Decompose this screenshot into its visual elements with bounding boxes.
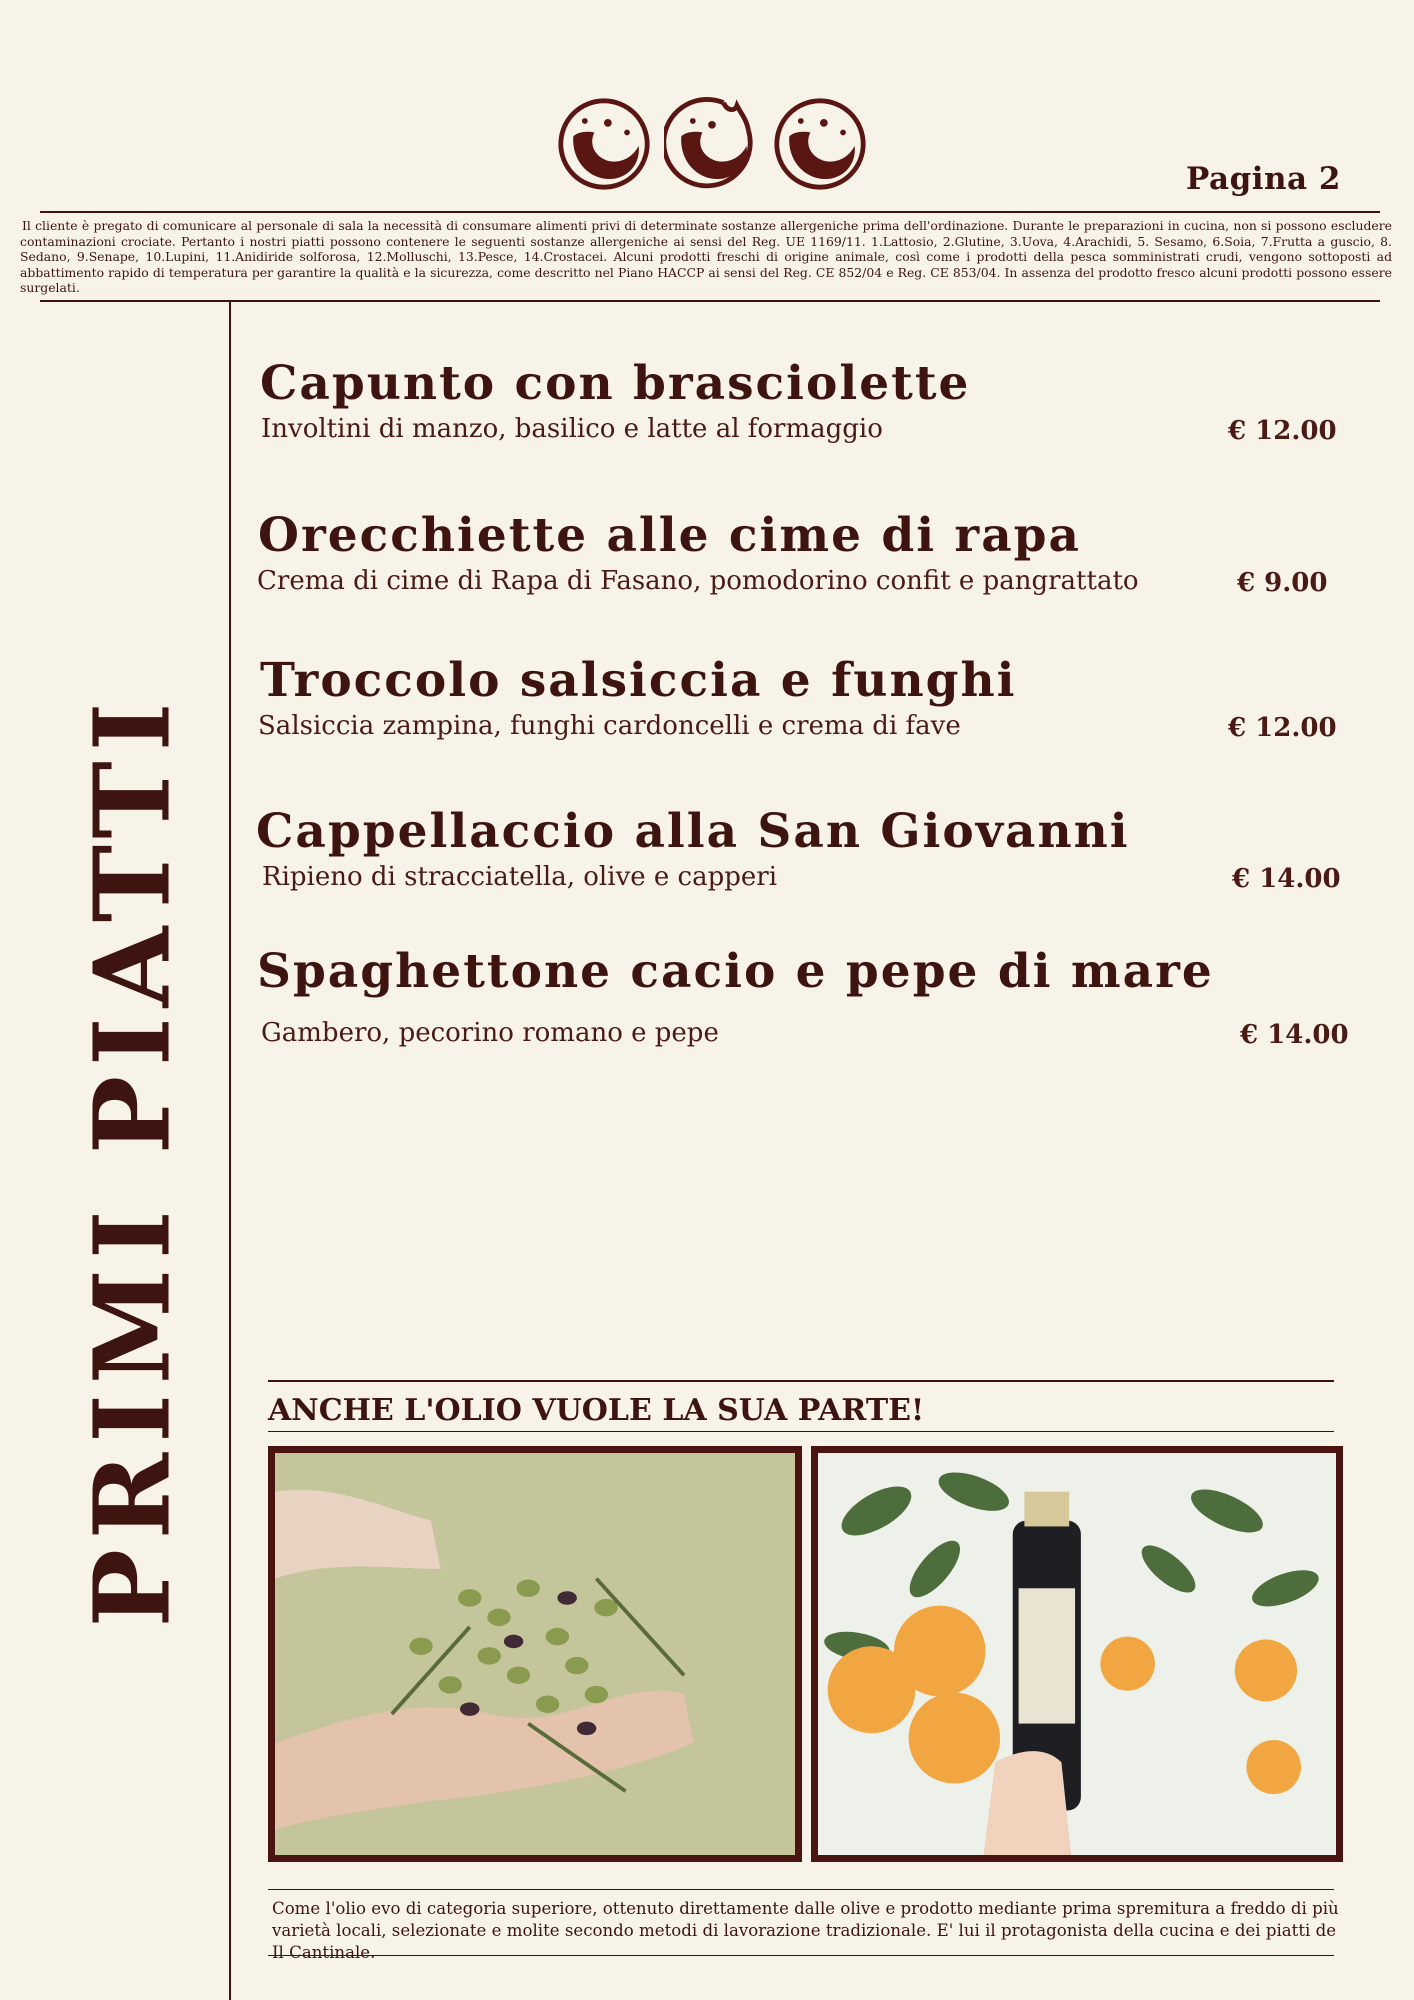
menu-item-price: € 12.00 — [1228, 416, 1337, 446]
menu-item-name: Cappellaccio alla San Giovanni — [256, 804, 1130, 859]
menu-item-description: Crema di cime di Rapa di Fasano, pomodorino confit e pangrattato — [257, 566, 1139, 596]
menu-item-price: € 14.00 — [1240, 1020, 1349, 1050]
olive-harvest-photo — [268, 1446, 802, 1862]
logo-row — [556, 96, 868, 192]
menu-item-description: Ripieno di stracciatella, olive e capperi — [262, 862, 778, 892]
page-number: Pagina 2 — [1186, 161, 1342, 197]
oil-heading-divider — [268, 1431, 1334, 1432]
orange-oil-bottle-photo — [811, 1446, 1343, 1862]
section-divider-vertical — [229, 300, 231, 2000]
oil-text-top-divider — [268, 1889, 1334, 1890]
bitten-cookie-icon — [664, 96, 760, 192]
oil-heading: ANCHE L'OLIO VUOLE LA SUA PARTE! — [268, 1393, 925, 1428]
notice-divider — [40, 300, 1380, 302]
allergen-notice: Il cliente è pregato di comunicare al personale di sala la necessità di consumare alimenti privi di determinate sostanze allergeniche prima dell'ordinazione. Durante le preparazioni in cucina, non si possono escludere contaminazioni crociate. Pertanto i nostri piatti possono contenere le seguenti sostanze allergeniche ai sensi del Reg. UE 1169/11. 1.Lattosio, 2.Glutine, 3.Uova, 4.Arachidi, 5. Sesamo, 6.Soia, 7.Frutta a guscio, 8. Sedano, 9.Senape, 10.Lupini, 11.Anidiride solforosa, 12.Molluschi, 13.Pesce, 14.Crostacei. Alcuni prodotti freschi di origine animale, così come i prodotti della pesca somministrati crudi, vengono sottoposti ad abbattimento rapido di temperatura per garantire la qualità e la sicurezza, come descritto nel Piano HACCP ai sensi del Reg. CE 852/04 e Reg. CE 853/04. In assenza del prodotto fresco alcuni prodotti possono essere surgelati. — [20, 218, 1392, 295]
menu-item-description: Gambero, pecorino romano e pepe — [261, 1018, 719, 1048]
menu-item-name: Orecchiette alle cime di rapa — [258, 508, 1081, 563]
menu-item-price: € 14.00 — [1232, 864, 1341, 894]
menu-item-description: Involtini di manzo, basilico e latte al formaggio — [261, 414, 883, 444]
menu-item-name: Spaghettone cacio e pepe di mare — [257, 944, 1214, 999]
menu-item-price: € 12.00 — [1228, 713, 1337, 743]
menu-item-description: Salsiccia zampina, funghi cardoncelli e crema di fave — [258, 711, 961, 741]
cookie-icon — [772, 96, 868, 192]
oil-text-bottom-divider — [268, 1955, 1334, 1956]
section-title: PRIMI PIATTI — [70, 692, 194, 1628]
menu-item-name: Capunto con brasciolette — [260, 356, 971, 411]
oil-description: Come l'olio evo di categoria superiore, ottenuto direttamente dalle olive e prodotto mediante prima spremitura a freddo di più varietà locali, selezionate e molite secondo metodi di lavorazione tradizionale. E' lui il protagonista della cucina e dei piatti de Il Cantinale. — [272, 1899, 1339, 1962]
oil-top-divider — [268, 1380, 1334, 1382]
cookie-icon — [556, 96, 652, 192]
menu-item-price: € 9.00 — [1237, 568, 1328, 598]
header-divider — [40, 211, 1380, 213]
menu-item-name: Troccolo salsiccia e funghi — [260, 653, 1017, 708]
